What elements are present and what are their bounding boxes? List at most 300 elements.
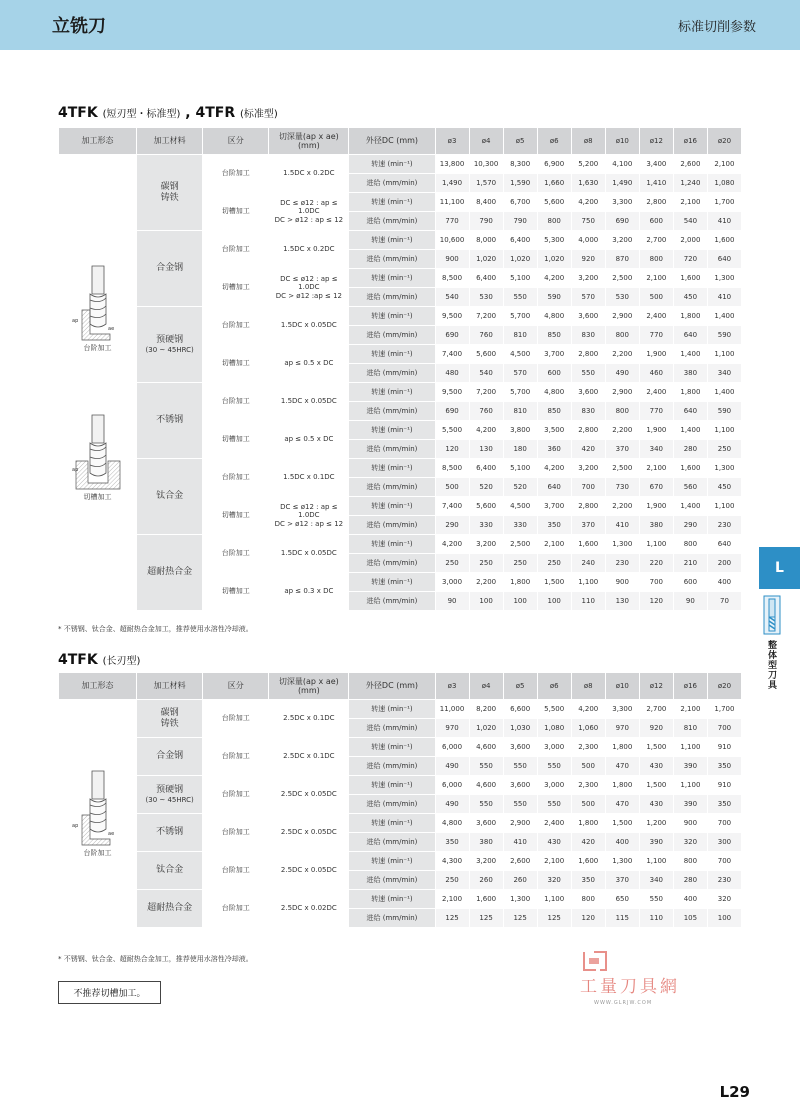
value-cell: 5,600 (469, 497, 503, 516)
material-name: 合金钢 (156, 263, 184, 274)
value-cell: 180 (503, 440, 537, 459)
value-cell: 11,100 (435, 193, 469, 212)
value-cell: 550 (469, 757, 503, 776)
value-cell: 420 (571, 440, 605, 459)
param-label: 转速 (min⁻¹) (349, 890, 435, 909)
param-label: 进给 (mm/min) (349, 364, 435, 383)
value-cell: 2,800 (639, 193, 673, 212)
table-row (59, 535, 742, 554)
section1-title-a-note: (短刃型・标准型) (102, 109, 181, 120)
column-header: ø4 (469, 673, 503, 700)
value-cell: 1,490 (605, 174, 639, 193)
value-cell: 4,200 (537, 459, 571, 478)
value-cell: 2,100 (639, 269, 673, 288)
column-header: ø3 (435, 128, 469, 155)
value-cell: 3,200 (469, 535, 503, 554)
shape-caption-slot: 切槽加工 (83, 492, 112, 501)
section2-title-a: 4TFK (58, 652, 98, 668)
value-cell: 8,500 (435, 459, 469, 478)
value-cell: 800 (673, 535, 707, 554)
value-cell: 730 (605, 478, 639, 497)
cutting-table-1 (58, 127, 742, 611)
operation-cell: 台阶加工 (203, 700, 269, 738)
value-cell: 200 (707, 554, 741, 573)
value-cell: 340 (639, 871, 673, 890)
value-cell: 100 (469, 592, 503, 611)
value-cell: 6,700 (503, 193, 537, 212)
value-cell: 400 (673, 890, 707, 909)
column-header: ø10 (605, 673, 639, 700)
column-header: ø16 (673, 128, 707, 155)
depth-cell: 1.5DC x 0.1DC (269, 459, 349, 497)
value-cell: 800 (537, 212, 571, 231)
value-cell: 650 (605, 890, 639, 909)
table-row (59, 852, 742, 871)
value-cell: 6,900 (537, 155, 571, 174)
param-label: 转速 (min⁻¹) (349, 307, 435, 326)
value-cell: 460 (639, 364, 673, 383)
param-label: 进给 (mm/min) (349, 478, 435, 497)
column-header: 切深量(ap x ae) (mm) (269, 673, 349, 700)
value-cell: 1,800 (605, 738, 639, 757)
depth-cell: ap ≤ 0.5 x DC (269, 345, 349, 383)
value-cell: 390 (639, 833, 673, 852)
value-cell: 10,600 (435, 231, 469, 250)
column-header: ø8 (571, 673, 605, 700)
side-category-label: 整体型刀具 (766, 640, 776, 690)
value-cell: 560 (673, 478, 707, 497)
value-cell: 4,200 (571, 700, 605, 719)
value-cell: 600 (639, 212, 673, 231)
depth-cell: 1.5DC x 0.2DC (269, 231, 349, 269)
value-cell: 1,400 (673, 345, 707, 364)
depth-cell: 2.5DC x 0.05DC (269, 814, 349, 852)
section1-title (58, 105, 278, 121)
value-cell: 3,600 (469, 814, 503, 833)
param-label: 转速 (min⁻¹) (349, 193, 435, 212)
value-cell: 2,100 (707, 155, 741, 174)
column-header: ø6 (537, 128, 571, 155)
value-cell: 550 (639, 890, 673, 909)
param-label: 转速 (min⁻¹) (349, 700, 435, 719)
value-cell: 1,060 (571, 719, 605, 738)
value-cell: 3,200 (469, 852, 503, 871)
depth-cell: 2.5DC x 0.05DC (269, 776, 349, 814)
value-cell: 290 (435, 516, 469, 535)
value-cell: 4,000 (571, 231, 605, 250)
value-cell: 590 (537, 288, 571, 307)
value-cell: 410 (707, 212, 741, 231)
operation-cell: 切槽加工 (203, 193, 269, 231)
depth-cell: 1.5DC x 0.05DC (269, 383, 349, 421)
shape-caption-shoulder: 台阶加工 (83, 344, 112, 353)
operation-cell: 台阶加工 (203, 852, 269, 890)
value-cell: 550 (537, 795, 571, 814)
value-cell: 4,200 (537, 269, 571, 288)
value-cell: 640 (673, 326, 707, 345)
value-cell: 8,400 (469, 193, 503, 212)
value-cell: 290 (673, 516, 707, 535)
value-cell: 7,400 (435, 497, 469, 516)
operation-cell: 台阶加工 (203, 535, 269, 573)
value-cell: 3,700 (537, 497, 571, 516)
value-cell: 550 (503, 288, 537, 307)
value-cell: 900 (673, 814, 707, 833)
table-row (59, 814, 742, 833)
param-label: 进给 (mm/min) (349, 719, 435, 738)
material-name: 碳钢 铸铁 (160, 182, 179, 203)
value-cell: 260 (469, 871, 503, 890)
value-cell: 6,000 (435, 776, 469, 795)
value-cell: 700 (707, 814, 741, 833)
operation-cell: 切槽加工 (203, 345, 269, 383)
shape-caption-shoulder: 台阶加工 (83, 849, 112, 858)
value-cell: 4,500 (503, 345, 537, 364)
value-cell: 90 (435, 592, 469, 611)
value-cell: 4,500 (503, 497, 537, 516)
value-cell: 2,900 (605, 307, 639, 326)
value-cell: 800 (571, 890, 605, 909)
value-cell: 490 (435, 757, 469, 776)
table-row (59, 738, 742, 757)
value-cell: 1,600 (571, 852, 605, 871)
column-header: ø20 (707, 128, 741, 155)
operation-cell: 切槽加工 (203, 573, 269, 611)
param-label: 转速 (min⁻¹) (349, 269, 435, 288)
value-cell: 1,030 (503, 719, 537, 738)
param-label: 转速 (min⁻¹) (349, 421, 435, 440)
value-cell: 1,500 (639, 738, 673, 757)
value-cell: 1,100 (707, 345, 741, 364)
value-cell: 4,600 (469, 738, 503, 757)
value-cell: 250 (537, 554, 571, 573)
value-cell: 130 (469, 440, 503, 459)
value-cell: 1,700 (707, 193, 741, 212)
param-label: 进给 (mm/min) (349, 833, 435, 852)
value-cell: 590 (707, 402, 741, 421)
svg-text:ae: ae (107, 326, 114, 333)
value-cell: 790 (469, 212, 503, 231)
value-cell: 1,100 (537, 890, 571, 909)
value-cell: 2,300 (571, 776, 605, 795)
depth-cell: 1.5DC x 0.2DC (269, 155, 349, 193)
operation-cell: 台阶加工 (203, 383, 269, 421)
operation-cell: 台阶加工 (203, 890, 269, 928)
param-label: 进给 (mm/min) (349, 440, 435, 459)
value-cell: 1,800 (571, 814, 605, 833)
value-cell: 230 (605, 554, 639, 573)
value-cell: 590 (707, 326, 741, 345)
operation-cell: 台阶加工 (203, 459, 269, 497)
value-cell: 2,600 (673, 155, 707, 174)
value-cell: 3,300 (605, 193, 639, 212)
value-cell: 1,590 (503, 174, 537, 193)
shoulder-milling-diagram-icon (70, 769, 126, 847)
value-cell: 1,570 (469, 174, 503, 193)
value-cell: 2,800 (571, 345, 605, 364)
value-cell: 600 (537, 364, 571, 383)
value-cell: 2,100 (673, 193, 707, 212)
value-cell: 550 (503, 757, 537, 776)
value-cell: 1,020 (469, 250, 503, 269)
param-label: 转速 (min⁻¹) (349, 852, 435, 871)
cutting-table-2 (58, 672, 742, 928)
depth-cell: 2.5DC x 0.02DC (269, 890, 349, 928)
value-cell: 350 (537, 516, 571, 535)
value-cell: 430 (639, 757, 673, 776)
value-cell: 1,490 (435, 174, 469, 193)
value-cell: 2,500 (605, 269, 639, 288)
section2-title-a-note: (长刃型) (102, 656, 141, 667)
value-cell: 5,600 (537, 193, 571, 212)
value-cell: 370 (605, 871, 639, 890)
value-cell: 6,600 (503, 700, 537, 719)
value-cell: 1,800 (605, 776, 639, 795)
value-cell: 2,200 (605, 345, 639, 364)
value-cell: 2,200 (469, 573, 503, 592)
value-cell: 530 (605, 288, 639, 307)
value-cell: 1,600 (673, 459, 707, 478)
page-subtitle: 标准切削参数 (677, 20, 756, 35)
value-cell: 1,200 (639, 814, 673, 833)
material-name: 钛合金 (156, 491, 184, 502)
value-cell: 920 (571, 250, 605, 269)
param-label: 进给 (mm/min) (349, 592, 435, 611)
value-cell: 430 (639, 795, 673, 814)
value-cell: 2,100 (537, 535, 571, 554)
value-cell: 1,600 (571, 535, 605, 554)
value-cell: 2,100 (673, 700, 707, 719)
table-row (59, 231, 742, 250)
value-cell: 550 (571, 364, 605, 383)
value-cell: 380 (673, 364, 707, 383)
value-cell: 410 (707, 288, 741, 307)
value-cell: 3,000 (435, 573, 469, 592)
value-cell: 3,000 (537, 738, 571, 757)
value-cell: 1,100 (707, 421, 741, 440)
value-cell: 13,800 (435, 155, 469, 174)
value-cell: 470 (605, 795, 639, 814)
material-hardness: (30 ~ 45HRC) (145, 795, 194, 804)
value-cell: 1,500 (537, 573, 571, 592)
value-cell: 1,300 (707, 459, 741, 478)
value-cell: 350 (707, 757, 741, 776)
value-cell: 240 (571, 554, 605, 573)
column-header: 加工形态 (59, 128, 137, 155)
value-cell: 4,200 (571, 193, 605, 212)
value-cell: 1,600 (469, 890, 503, 909)
value-cell: 720 (673, 250, 707, 269)
value-cell: 2,700 (639, 231, 673, 250)
value-cell: 2,400 (639, 383, 673, 402)
value-cell: 1,900 (639, 421, 673, 440)
value-cell: 340 (707, 364, 741, 383)
value-cell: 1,700 (707, 700, 741, 719)
value-cell: 4,800 (537, 307, 571, 326)
value-cell: 125 (503, 909, 537, 928)
column-header: ø12 (639, 128, 673, 155)
value-cell: 300 (707, 833, 741, 852)
value-cell: 450 (707, 478, 741, 497)
value-cell: 115 (605, 909, 639, 928)
value-cell: 2,500 (605, 459, 639, 478)
value-cell: 260 (503, 871, 537, 890)
value-cell: 6,400 (469, 269, 503, 288)
value-cell: 490 (605, 364, 639, 383)
value-cell: 810 (503, 402, 537, 421)
value-cell: 550 (537, 757, 571, 776)
value-cell: 1,400 (707, 307, 741, 326)
param-label: 进给 (mm/min) (349, 402, 435, 421)
material-name: 不锈钢 (156, 827, 184, 838)
value-cell: 350 (571, 871, 605, 890)
material-name: 预硬钢 (156, 335, 184, 346)
value-cell: 5,700 (503, 307, 537, 326)
value-cell: 70 (707, 592, 741, 611)
value-cell: 750 (571, 212, 605, 231)
value-cell: 1,100 (639, 852, 673, 871)
value-cell: 100 (503, 592, 537, 611)
depth-cell: 2.5DC x 0.1DC (269, 700, 349, 738)
value-cell: 870 (605, 250, 639, 269)
shape-illustrations (59, 769, 136, 857)
value-cell: 1,300 (503, 890, 537, 909)
value-cell: 900 (435, 250, 469, 269)
value-cell: 4,200 (469, 421, 503, 440)
value-cell: 540 (435, 288, 469, 307)
value-cell: 8,300 (503, 155, 537, 174)
operation-cell: 台阶加工 (203, 814, 269, 852)
value-cell: 90 (673, 592, 707, 611)
value-cell: 410 (503, 833, 537, 852)
value-cell: 790 (503, 212, 537, 231)
svg-text:ae: ae (107, 831, 114, 838)
material-cell (137, 535, 203, 611)
value-cell: 1,240 (673, 174, 707, 193)
value-cell: 500 (435, 478, 469, 497)
operation-cell: 切槽加工 (203, 269, 269, 307)
value-cell: 830 (571, 402, 605, 421)
value-cell: 570 (571, 288, 605, 307)
param-label: 进给 (mm/min) (349, 795, 435, 814)
value-cell: 5,600 (469, 345, 503, 364)
column-header: ø10 (605, 128, 639, 155)
value-cell: 5,100 (503, 459, 537, 478)
table-row (59, 700, 742, 719)
material-cell (137, 459, 203, 535)
depth-cell: 2.5DC x 0.05DC (269, 852, 349, 890)
value-cell: 2,100 (639, 459, 673, 478)
value-cell: 410 (605, 516, 639, 535)
depth-cell: DC ≤ ø12 : ap ≤ 1.0DC DC > ø12 : ap ≤ 12 (269, 193, 349, 231)
value-cell: 670 (639, 478, 673, 497)
value-cell: 2,400 (537, 814, 571, 833)
value-cell: 7,200 (469, 383, 503, 402)
value-cell: 110 (639, 909, 673, 928)
note-coolant-1: * 不锈钢、钛合金、超耐热合金加工，推荐使用水溶性冷却液。 (58, 625, 253, 633)
value-cell: 900 (605, 573, 639, 592)
svg-text:ap: ap (71, 318, 78, 325)
watermark-logo-icon (580, 950, 620, 972)
param-label: 进给 (mm/min) (349, 871, 435, 890)
side-tab-letter[interactable]: L (759, 547, 800, 589)
value-cell: 8,200 (469, 700, 503, 719)
value-cell: 1,660 (537, 174, 571, 193)
value-cell: 110 (571, 592, 605, 611)
material-cell (137, 700, 203, 738)
value-cell: 320 (707, 890, 741, 909)
value-cell: 3,800 (503, 421, 537, 440)
value-cell: 480 (435, 364, 469, 383)
material-name: 预硬钢 (156, 785, 184, 796)
value-cell: 9,500 (435, 383, 469, 402)
value-cell: 250 (435, 871, 469, 890)
value-cell: 800 (639, 250, 673, 269)
value-cell: 520 (469, 478, 503, 497)
param-label: 转速 (min⁻¹) (349, 573, 435, 592)
column-header: 加工形态 (59, 673, 137, 700)
param-label: 进给 (mm/min) (349, 250, 435, 269)
material-cell (137, 814, 203, 852)
value-cell: 120 (435, 440, 469, 459)
value-cell: 640 (707, 535, 741, 554)
value-cell: 2,100 (435, 890, 469, 909)
column-header: ø5 (503, 673, 537, 700)
value-cell: 500 (571, 757, 605, 776)
param-label: 转速 (min⁻¹) (349, 231, 435, 250)
value-cell: 3,200 (571, 269, 605, 288)
value-cell: 760 (469, 402, 503, 421)
depth-cell: DC ≤ ø12 : ap ≤ 1.0DC DC > ø12 :ap ≤ 12 (269, 269, 349, 307)
column-header: 区分 (203, 673, 269, 700)
value-cell: 125 (435, 909, 469, 928)
value-cell: 1,100 (673, 738, 707, 757)
value-cell: 105 (673, 909, 707, 928)
depth-cell: ap ≤ 0.5 x DC (269, 421, 349, 459)
value-cell: 4,600 (469, 776, 503, 795)
value-cell: 530 (469, 288, 503, 307)
value-cell: 125 (469, 909, 503, 928)
value-cell: 3,500 (537, 421, 571, 440)
value-cell: 690 (605, 212, 639, 231)
value-cell: 2,600 (503, 852, 537, 871)
param-label: 进给 (mm/min) (349, 554, 435, 573)
value-cell: 1,600 (673, 269, 707, 288)
value-cell: 830 (571, 326, 605, 345)
value-cell: 5,200 (571, 155, 605, 174)
column-header: 加工材料 (137, 128, 203, 155)
value-cell: 1,800 (673, 383, 707, 402)
column-header: 区分 (203, 128, 269, 155)
value-cell: 250 (469, 554, 503, 573)
material-name: 不锈钢 (156, 415, 184, 426)
material-name: 超耐热合金 (147, 567, 193, 578)
value-cell: 350 (707, 795, 741, 814)
material-cell (137, 383, 203, 459)
value-cell: 550 (503, 795, 537, 814)
operation-cell: 切槽加工 (203, 497, 269, 535)
value-cell: 230 (707, 516, 741, 535)
value-cell: 700 (639, 573, 673, 592)
value-cell: 3,600 (571, 307, 605, 326)
material-cell (137, 890, 203, 928)
param-label: 转速 (min⁻¹) (349, 738, 435, 757)
column-header: ø4 (469, 128, 503, 155)
value-cell: 1,500 (639, 776, 673, 795)
table-row (59, 890, 742, 909)
value-cell: 700 (571, 478, 605, 497)
column-header: ø5 (503, 128, 537, 155)
